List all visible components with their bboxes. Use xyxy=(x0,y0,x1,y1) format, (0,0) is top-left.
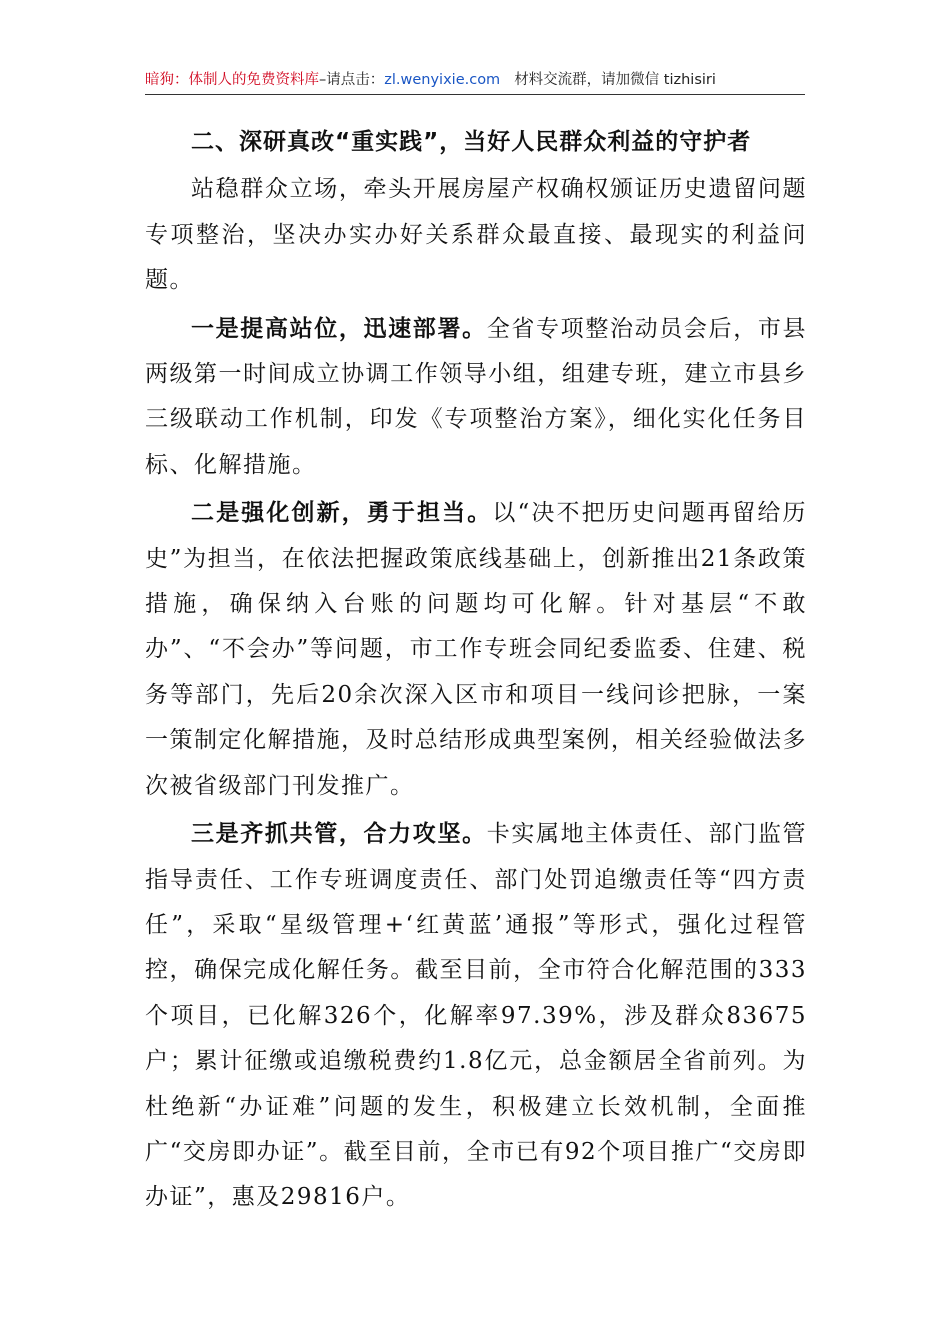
paragraph-2-text: 以“决不把历史问题再留给历史”为担当，在依法把握政策底线基础上，创新推出21条政策措施，确保纳入台账的问题均可化解。针对基层“不敢办”、“不会办”等问题，市工作专班会同纪委监委、住建、税务等部门，先后20余次深入区市和项目一线问诊把脉，一案一策制定化解措施，及时总结形成典型案例，相关经验做法多次被省级部门刊发推广。 xyxy=(145,500,808,799)
paragraph-3-lead: 三是齐抓共管，合力攻坚。 xyxy=(191,820,487,848)
header-click-prompt: –请点击： xyxy=(319,72,385,88)
paragraph-2 xyxy=(145,490,807,809)
paragraph-1-text: 全省专项整治动员会后，市县两级第一时间成立协调工作领导小组，组建专班，建立市县乡三级联动工作机制，印发《专项整治方案》，细化实化任务目标、化解措施。 xyxy=(145,315,808,478)
page-header xyxy=(145,68,805,95)
document-body xyxy=(145,120,807,1221)
header-wechat-note: 材料交流群，请加微信 tizhisiri xyxy=(514,72,716,88)
paragraph-3 xyxy=(145,811,807,1221)
paragraph-1-lead: 一是提高站位，迅速部署。 xyxy=(191,314,487,342)
paragraph-3-text: 卡实属地主体责任、部门监管指导责任、工作专班调度责任、部门处罚追缴责任等“四方责任”，采取“星级管理+‘红黄蓝’通报”等形式，强化过程管控，确保完成化解任务。截至目前，全市符合化解范围的333个项目，已化解326个，化解率97.39%，涉及群众83675户；累计征缴或追缴税费约1.8亿元，总金额居全省前列。为杜绝新“办证难”问题的发生，积极建立长效机制，全面推广“交房即办证”。截至目前，全市已有92个项目推广“交房即办证”，惠及29816户。 xyxy=(145,821,808,1211)
paragraph-2-lead: 二是强化创新，勇于担当。 xyxy=(191,499,493,527)
section-title: 二、深研真改“重实践”，当好人民群众利益的守护者 xyxy=(191,129,752,155)
paragraph-1 xyxy=(145,306,807,489)
intro-paragraph: 站稳群众立场，牵头开展房屋产权确权颁证历史遗留问题专项整治，坚决办实办好关系群众最直接、最现实的利益问题。 xyxy=(145,176,807,294)
header-site-name: 暗狗：体制人的免费资料库 xyxy=(145,72,319,88)
header-url-link[interactable]: zl.wenyixie.com xyxy=(384,72,501,88)
